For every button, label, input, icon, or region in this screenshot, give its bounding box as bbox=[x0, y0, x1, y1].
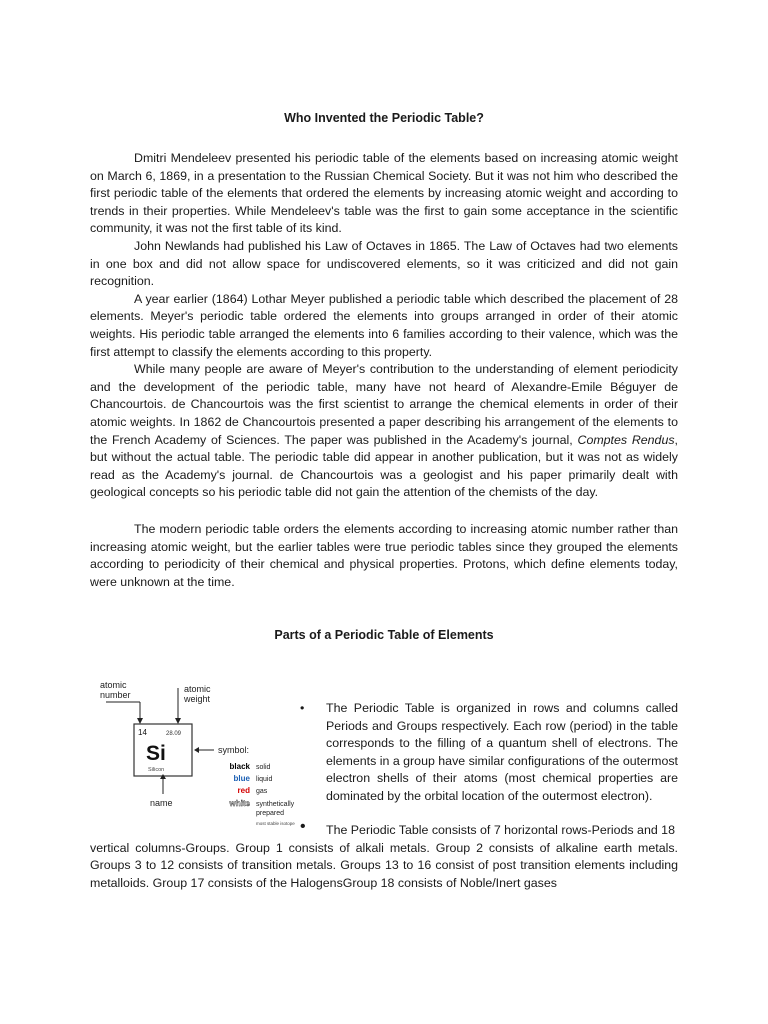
label-atomic-number-line2: number bbox=[100, 690, 131, 700]
list-item bbox=[90, 818, 678, 892]
legend-state-solid: solid bbox=[256, 764, 271, 771]
bullet-text: The Periodic Table is organized in rows and columns called Periods and Groups respectively. Each row (period) in the table corresponds to the filling of a quantum shell of electrons. The elements in a group have similar configurations of the outermost electron shells of their atoms (most chemical properties are dominated by the orbital location of the outermost electron). bbox=[326, 701, 678, 803]
bullet-list bbox=[296, 700, 678, 806]
element-symbol: Si bbox=[146, 742, 166, 765]
label-atomic-number-line1: atomic bbox=[100, 680, 127, 690]
label-atomic-weight-line2: weight bbox=[184, 694, 211, 704]
arrow-head bbox=[175, 718, 181, 724]
label-name: name bbox=[150, 798, 173, 808]
legend-color-black: black bbox=[229, 762, 250, 771]
element-key-figure bbox=[96, 676, 326, 836]
bullet-dot: • bbox=[300, 701, 305, 715]
label-symbol: symbol: bbox=[218, 745, 250, 755]
paragraph-text: , but without the actual table. The periodic table did appear in another publication, but it was not as widely read as the Academy's journal. de Chancourtois was a geologist and his paper primarily dealt with geological concepts so his periodic table did not gain the attention of the chemists of the day. bbox=[90, 432, 678, 500]
journal-name: Comptes Rendus bbox=[577, 432, 675, 447]
bullet-dot: • bbox=[300, 818, 306, 835]
label-atomic-weight-line1: atomic bbox=[184, 684, 211, 694]
atomic-weight-value: 28.09 bbox=[166, 731, 182, 737]
atomic-number-value: 14 bbox=[138, 728, 147, 737]
paragraph bbox=[90, 361, 678, 502]
legend-state-gas: gas bbox=[256, 788, 268, 795]
section-title-parts: Parts of a Periodic Table of Elements bbox=[274, 628, 494, 642]
section1-body-conclusion bbox=[90, 521, 678, 591]
arrow-head bbox=[194, 747, 199, 753]
legend-state-synthetic-line2: prepared bbox=[256, 810, 285, 817]
paragraph-text: While many people are aware of Meyer's contribution to the understanding of element periodicity and the development of the periodic table, many have not heard of Alexandre-Emile Béguyer de Chancourtois. de Chancourtois was the first scientist to arrange the chemical elements in order of their atomic weights. In 1862 de Chancourtois presented a paper describing his arrangement of the elements to the French Academy of Sciences. The paper was published in the Academy's journal, bbox=[90, 362, 678, 447]
element-name-value: Silicon bbox=[148, 767, 165, 773]
list-item bbox=[296, 700, 678, 806]
bullet-text: The Periodic Table consists of 7 horizontal rows-Periods and 18 bbox=[326, 823, 675, 837]
paragraph: The modern periodic table orders the elements according to increasing atomic number rather than increasing atomic weight, but the earlier tables were true periodic tables since they grouped the elements according to periodicity of their chemical and physical properties. Protons, which define elements today, were unknown at the time. bbox=[90, 522, 678, 589]
legend-state-liquid: liquid bbox=[256, 776, 273, 783]
paragraph: John Newlands had published his Law of Octaves in 1865. The Law of Octaves had two elements in one box and did not allow space for undiscovered elements, so it was criticized and did not gain recognition. bbox=[90, 238, 678, 289]
bullet-text-continued: vertical columns-Groups. Group 1 consists of alkali metals. Group 2 consists of alkaline earth metals. Groups 3 to 12 consists of transition metals. Groups 13 to 16 consist of post transition elements including metalloids. Group 17 consists of the HalogensGroup 18 consists of Noble/Inert gases bbox=[90, 840, 678, 890]
arrow-head bbox=[137, 718, 143, 724]
element-key-diagram bbox=[96, 676, 326, 836]
paragraph: A year earlier (1864) Lothar Meyer published a periodic table which described the placement of 28 elements. Meyer's periodic table ordered the elements into groups arranged in order of their atomic weights. His periodic table arranged the elements into 6 families according to their valence, which was the first attempt to classify the elements according to this property. bbox=[90, 291, 678, 359]
section1-body bbox=[90, 150, 678, 502]
legend-color-white: white bbox=[229, 799, 250, 808]
figure-footnote: most stable isotope bbox=[256, 821, 295, 826]
paragraph: Dmitri Mendeleev presented his periodic table of the elements based on increasing atomic weight on March 6, 1869, in a presentation to the Russian Chemical Society. But it was not him who described the first periodic table of the elements that ordered the elements by increasing atomic weight and according to trends in their properties. While Mendeleev's table was the first to gain some acceptance in the scientific community, it was not the first table of its kind. bbox=[90, 151, 678, 236]
legend-state-synthetic: synthetically bbox=[256, 801, 295, 808]
section-title-who-invented: Who Invented the Periodic Table? bbox=[284, 111, 484, 125]
legend-color-blue: blue bbox=[233, 774, 250, 783]
bullet-first-line bbox=[90, 818, 678, 840]
legend-color-red: red bbox=[237, 786, 250, 795]
